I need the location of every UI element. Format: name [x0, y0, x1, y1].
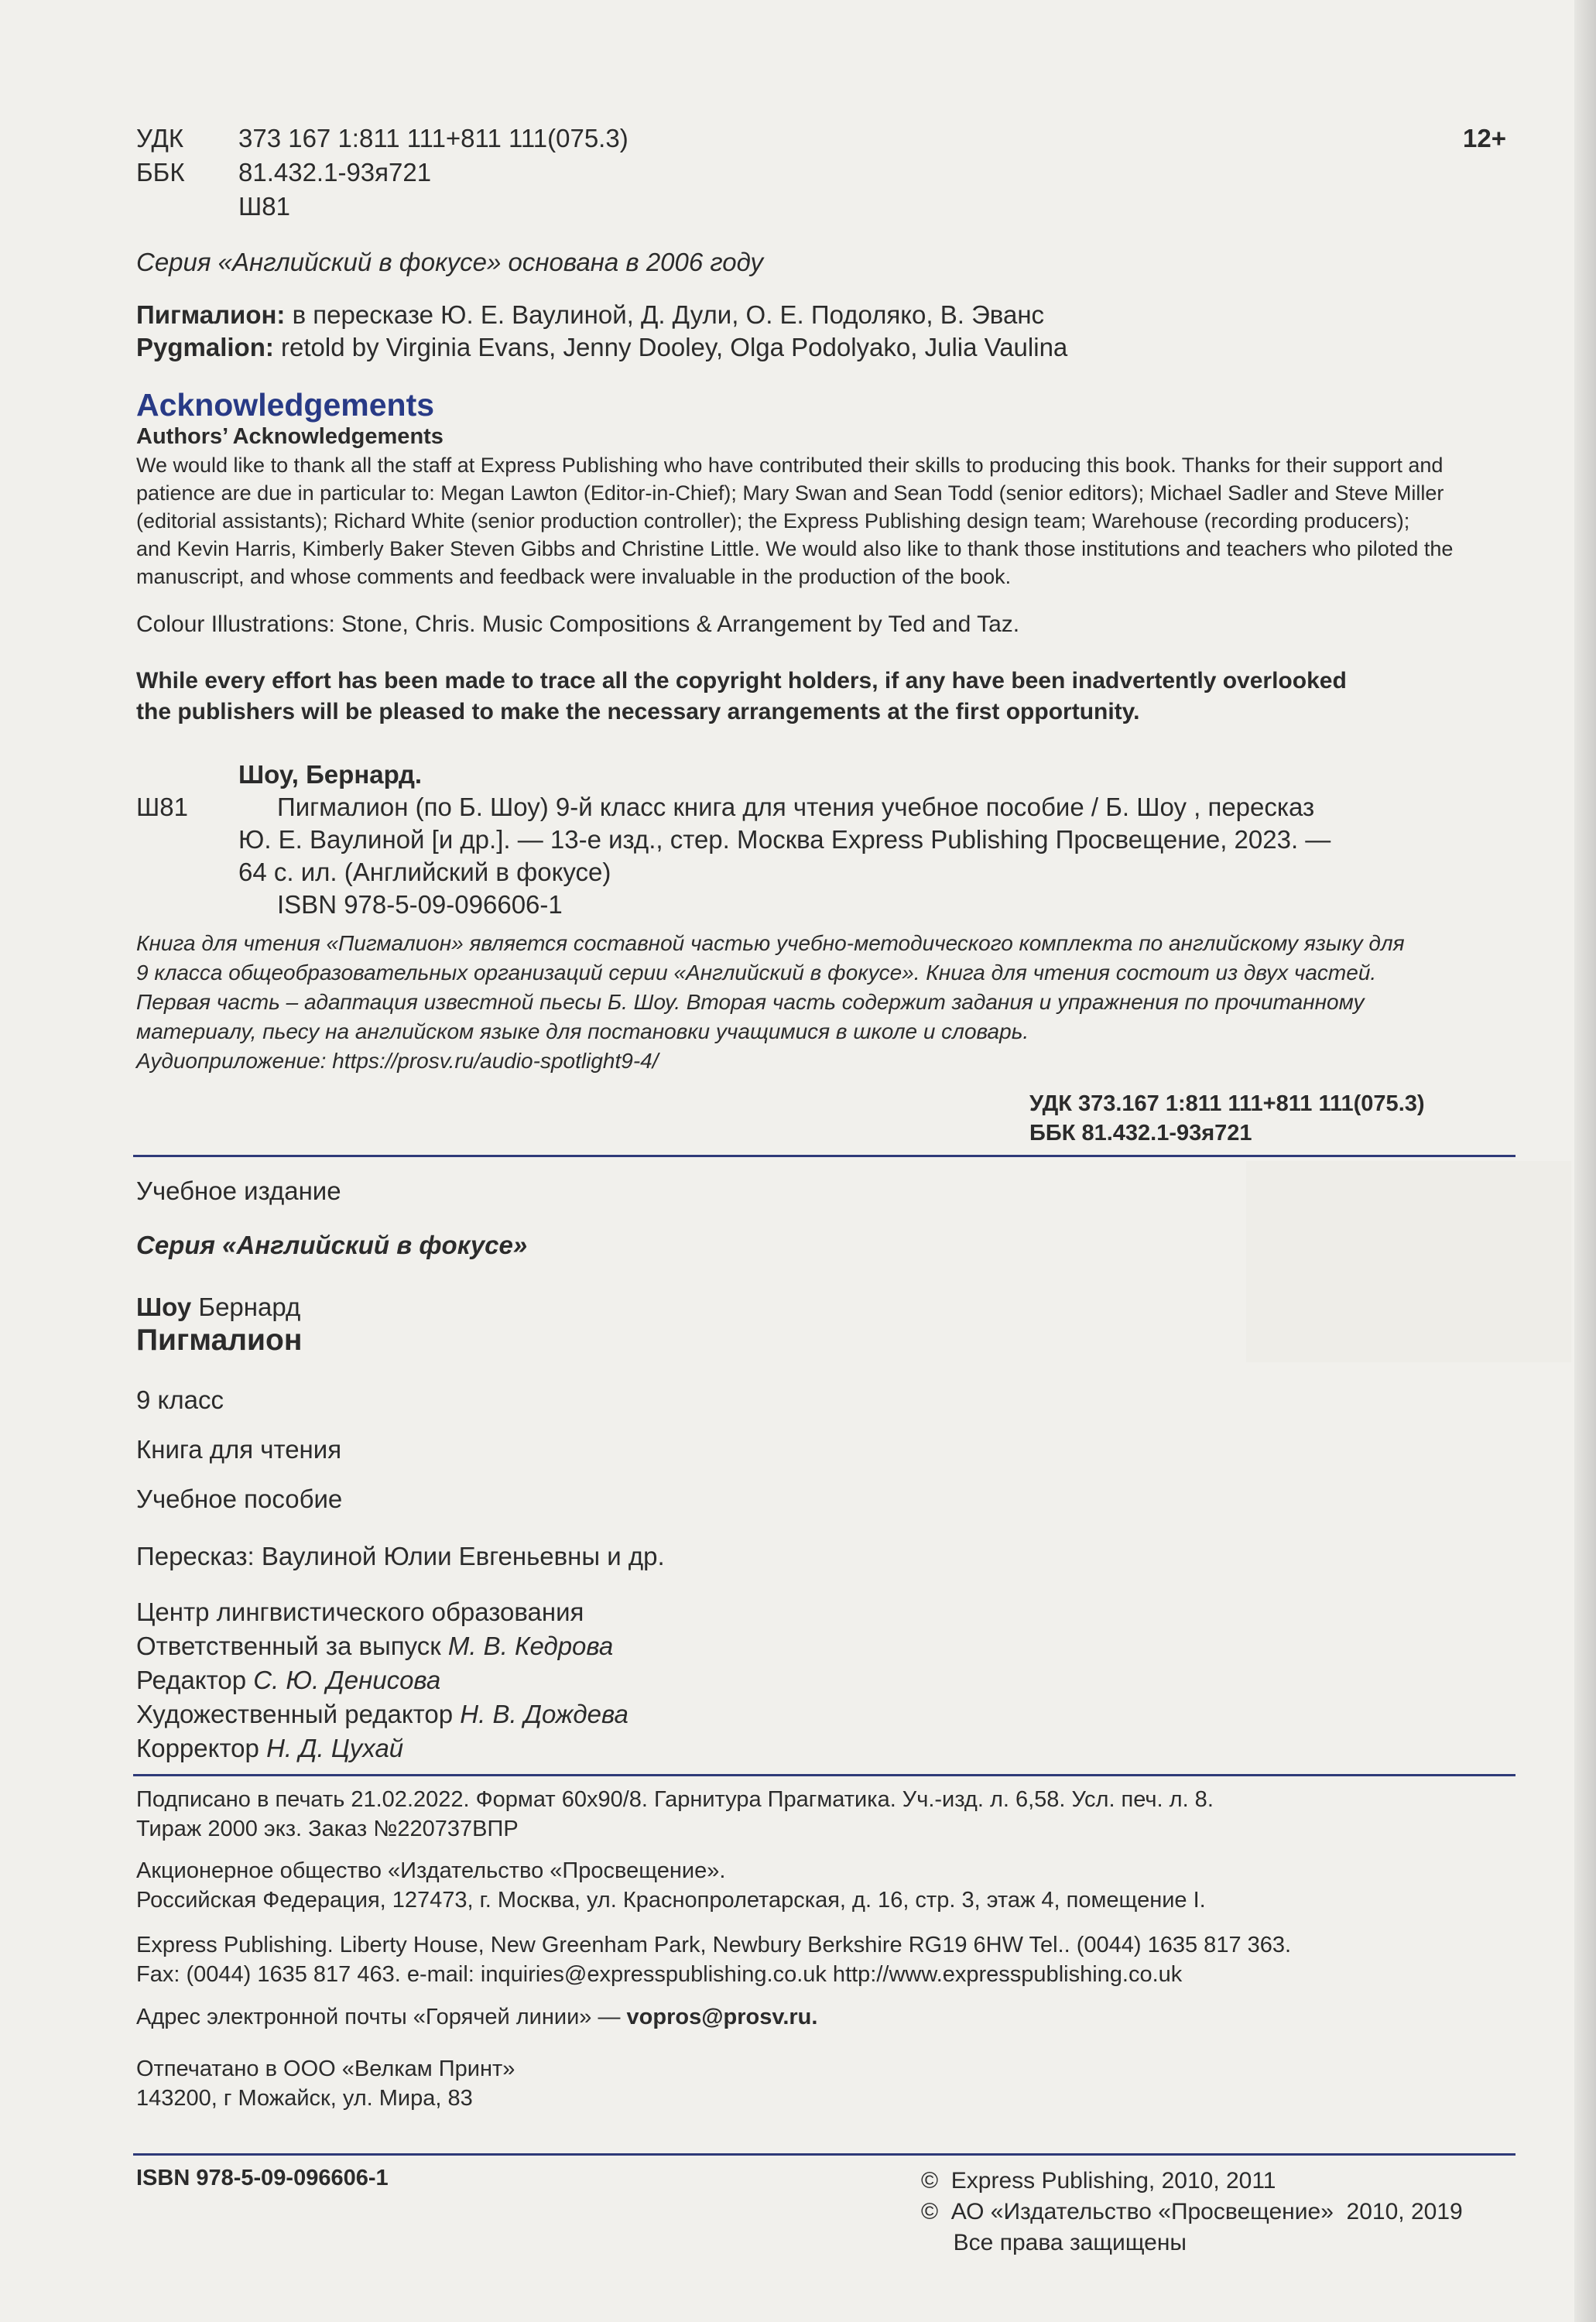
- printed-by: [136, 2054, 1522, 2113]
- printed-line: 143200, г Можайск, ул. Мира, 83: [136, 2086, 473, 2111]
- catalog-code: Ш81: [136, 793, 188, 821]
- page-edge-shadow: [1574, 0, 1596, 2322]
- author-sign-code: Ш81: [238, 192, 290, 221]
- title-en-text: retold by Virginia Evans, Jenny Dooley, Olga Podolyako, Julia Vaulina: [273, 333, 1068, 361]
- staff-row: [136, 1630, 613, 1663]
- annotation-line: материалу, пьесу на английском языке для постановки учащимися в школе и словарь.: [136, 1019, 1029, 1043]
- catalog-line: Ю. Е. Ваулиной [и др.]. — 13-е изд., стер. Москва Express Publishing Просвещение, 2023. —: [238, 825, 1331, 854]
- copyright-notice: [136, 666, 1522, 728]
- catalog-line: 64 с. ил. (Английский в фокусе): [238, 858, 611, 886]
- title-ru-label: Пигмалион:: [136, 300, 286, 329]
- staff-row: [136, 1664, 440, 1697]
- divider: [133, 1774, 1516, 1776]
- footer-copyright: [921, 2166, 1463, 2259]
- hotline: [136, 2005, 817, 2030]
- edition-author-name: Бернард: [191, 1293, 301, 1321]
- staff-role: Ответственный за выпуск: [136, 1632, 441, 1660]
- catalog-isbn: ISBN 978-5-09-096606-1: [277, 890, 563, 919]
- edition-center: Центр лингвистического образования: [136, 1598, 584, 1626]
- series-note: Серия «Английский в фокусе» основана в 2006 году: [136, 248, 764, 276]
- edition-book-kind: Книга для чтения: [136, 1435, 342, 1464]
- copyright-notice-line: While every effort has been made to trace all the copyright holders, if any have been inadvertently overlooked: [136, 668, 1347, 694]
- annotation-line: 9 класса общеобразовательных организаций серии «Английский в фокусе». Книга для чтения состоит из двух частей.: [136, 961, 1377, 985]
- hotline-email: vopros@prosv.ru.: [626, 2005, 818, 2029]
- edition-manual: Учебное пособие: [136, 1485, 343, 1513]
- acknowledgements-heading: Acknowledgements: [136, 387, 435, 423]
- staff-row: [136, 1698, 628, 1731]
- bbk-value: 81.432.1-93я721: [238, 158, 432, 187]
- title-en: [136, 331, 1067, 364]
- title-en-label: Pygmalion:: [136, 333, 274, 361]
- catalog-bbk: ББК 81.432.1-93я721: [1029, 1121, 1252, 1146]
- edition-author-surname: Шоу: [136, 1293, 192, 1321]
- title-ru: [136, 299, 1044, 331]
- edition-series: Серия «Английский в фокусе»: [136, 1231, 528, 1259]
- staff-row: [136, 1732, 403, 1765]
- annotation-line: Книга для чтения «Пигмалион» является составной частью учебно-методического комплекта по английскому языку для: [136, 931, 1405, 955]
- acknowledgements-subheading: Authors’ Acknowledgements: [136, 424, 444, 449]
- staff-role: Корректор: [136, 1734, 259, 1762]
- annotation-line: Аудиоприложение: https://prosv.ru/audio-spotlight9-4/: [136, 1049, 659, 1073]
- staff-role: Художественный редактор: [136, 1700, 454, 1728]
- staff-name: М. В. Кедрова: [447, 1632, 614, 1660]
- age-rating: 12+: [1463, 124, 1506, 152]
- copyright-line: © АО «Издательство «Просвещение» 2010, 2019: [921, 2199, 1463, 2224]
- illustrations-credit: Colour Illustrations: Stone, Chris. Music Compositions & Arrangement by Ted and Taz.: [136, 611, 1020, 637]
- background-shading: [1246, 1161, 1571, 1362]
- publisher-line: Акционерное общество «Издательство «Просвещение».: [136, 1858, 726, 1883]
- copyright-line: Все права защищены: [921, 2230, 1187, 2255]
- edition-grade: 9 класс: [136, 1385, 224, 1414]
- printed-line: Отпечатано в ООО «Велкам Принт»: [136, 2057, 515, 2081]
- express-line: Fax: (0044) 1635 817 463. e-mail: inquiries@expresspublishing.co.uk http://www.expresspublishing.co.uk: [136, 1962, 1183, 1987]
- staff-role: Редактор: [136, 1666, 247, 1694]
- express-address: [136, 1930, 1522, 1989]
- staff-name: Н. В. Дождева: [460, 1700, 628, 1728]
- ack-line: and Kevin Harris, Kimberly Baker Steven Gibbs and Christine Little. We would also like to thank those institutions and teachers who piloted the: [136, 537, 1454, 560]
- footer-isbn: ISBN 978-5-09-096606-1: [136, 2166, 389, 2190]
- ack-line: We would like to thank all the staff at Express Publishing who have contributed their skills to producing this book. Thanks for their support and: [136, 454, 1444, 477]
- divider: [133, 2153, 1516, 2156]
- catalog-line: Пигмалион (по Б. Шоу) 9-й класс книга для чтения учебное пособие / Б. Шоу , пересказ: [277, 793, 1315, 821]
- udk-value: 373 167 1:811 111+811 111(075.3): [238, 124, 628, 152]
- staff-name: Н. Д. Цухай: [266, 1734, 404, 1762]
- copyright-notice-line: the publishers will be pleased to make the necessary arrangements at the first opportunity.: [136, 699, 1140, 724]
- catalog-author: Шоу, Бернард.: [238, 760, 423, 789]
- edition-retelling: Пересказ: Ваулиной Юлии Евгеньевны и др.: [136, 1542, 665, 1570]
- express-line: Express Publishing. Liberty House, New Greenham Park, Newbury Berkshire RG19 6HW Tel.. (0044) 1635 817 363.: [136, 1933, 1292, 1957]
- bbk-label: ББК: [136, 158, 185, 187]
- udk-label: УДК: [136, 124, 184, 152]
- hotline-text: Адрес электронной почты «Горячей линии» —: [136, 2005, 627, 2029]
- annotation-line: Первая часть – адаптация известной пьесы Б. Шоу. Вторая часть содержит задания и упражнения по прочитанному: [136, 990, 1365, 1014]
- staff-name: С. Ю. Денисова: [253, 1666, 441, 1694]
- ack-line: manuscript, and whose comments and feedback were invaluable in the production of the book.: [136, 565, 1012, 588]
- publisher-line: Российская Федерация, 127473, г. Москва, ул. Краснопролетарская, д. 16, стр. 3, этаж 4, помещение I.: [136, 1888, 1206, 1913]
- edition-title: Пигмалион: [136, 1324, 303, 1357]
- print-line: Тираж 2000 экз. Заказ №220737ВПР: [136, 1817, 519, 1841]
- catalog-annotation: [136, 929, 1522, 1076]
- title-ru-text: в пересказе Ю. Е. Ваулиной, Д. Дули, О. Е. Подоляко, В. Эванс: [285, 300, 1045, 329]
- ack-line: patience are due in particular to: Megan Lawton (Editor-in-Chief); Mary Swan and Sean Todd (senior editors); Michael Sadler and Steve Miller: [136, 481, 1444, 505]
- print-line: Подписано в печать 21.02.2022. Формат 60х90/8. Гарнитура Прагматика. Уч.-изд. л. 6,58. Усл. печ. л. 8.: [136, 1787, 1214, 1812]
- edition-type: Учебное издание: [136, 1176, 341, 1205]
- print-details: [136, 1785, 1522, 1844]
- ack-line: (editorial assistants); Richard White (senior production controller); the Express Publishing design team; Warehouse (recording producers);: [136, 509, 1410, 533]
- publisher-address: [136, 1856, 1522, 1915]
- edition-author: [136, 1291, 300, 1324]
- acknowledgements-text: [136, 451, 1522, 591]
- catalog-udk: УДК 373.167 1:811 111+811 111(075.3): [1029, 1091, 1425, 1116]
- copyright-line: © Express Publishing, 2010, 2011: [921, 2168, 1276, 2194]
- divider: [133, 1155, 1516, 1157]
